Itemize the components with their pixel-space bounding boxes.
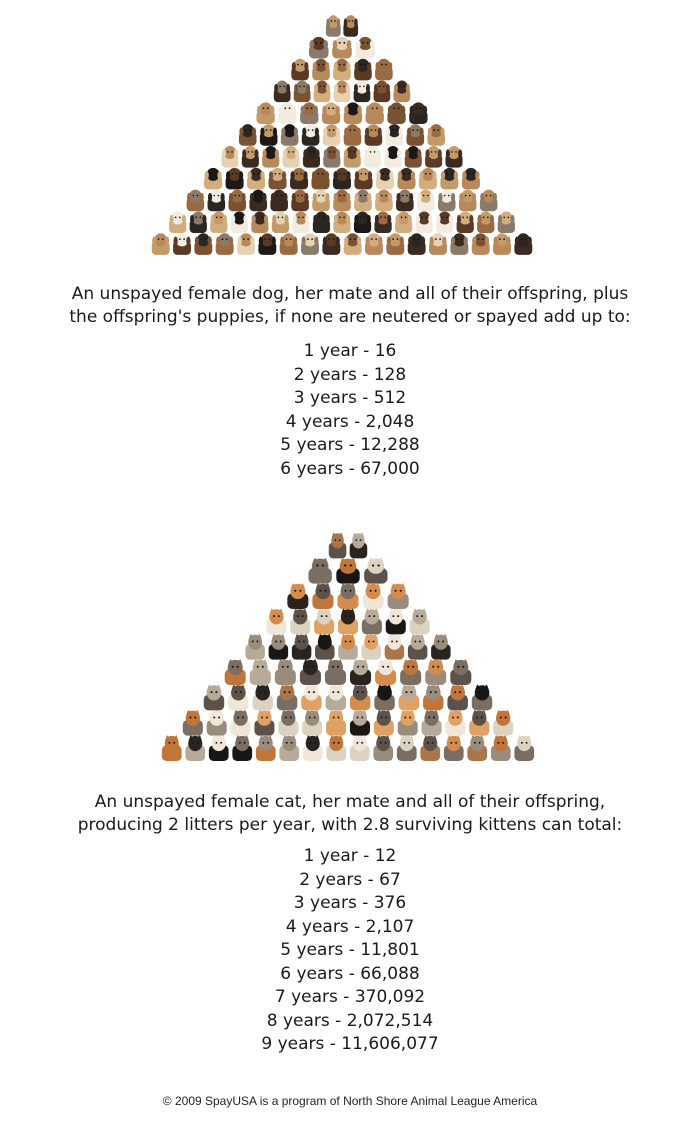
- cat-figure: [256, 735, 276, 761]
- dog-figure: [221, 146, 238, 168]
- dog-figure: [409, 102, 427, 124]
- cat-figure: [302, 710, 322, 736]
- dog-figure: [313, 211, 330, 233]
- cat-figure: [183, 710, 203, 736]
- dog-figure: [374, 211, 391, 233]
- dog-figure: [365, 233, 383, 255]
- dog-figure: [312, 190, 330, 212]
- cat-figure: [232, 735, 252, 761]
- dog-figure: [333, 190, 351, 212]
- dog-figure: [251, 211, 268, 233]
- cat-figure: [375, 659, 396, 685]
- dog-figure: [429, 233, 447, 255]
- dog-figure: [322, 102, 340, 124]
- dog-figure: [344, 102, 362, 124]
- cat-stat-item: 3 years - 376: [293, 893, 407, 913]
- cat-figure: [493, 710, 513, 736]
- dog-figure: [187, 190, 205, 212]
- dog-figure: [405, 146, 422, 168]
- dog-figure: [270, 190, 288, 212]
- dog-figure: [274, 81, 291, 103]
- cat-figure: [336, 558, 359, 584]
- dog-figure: [365, 124, 383, 146]
- dog-figure: [445, 146, 462, 168]
- dog-figure: [332, 37, 352, 59]
- cat-figure: [373, 735, 393, 761]
- dog-figure: [438, 190, 456, 212]
- dog-figure: [283, 146, 300, 168]
- dog-figure: [416, 211, 433, 233]
- cat-figure: [444, 735, 464, 761]
- dog-stat-item: 4 years - 2,048: [285, 411, 415, 432]
- dog-figure: [314, 81, 331, 103]
- dog-figure: [216, 233, 234, 255]
- cat-stat-item: 6 years - 66,088: [280, 963, 420, 984]
- dog-figure: [395, 211, 412, 233]
- dog-figure: [407, 124, 425, 146]
- dog-figure: [408, 233, 426, 255]
- dog-figure: [364, 146, 381, 168]
- cat-figure: [425, 659, 446, 685]
- dog-figure: [290, 168, 308, 190]
- cat-figure: [245, 634, 264, 660]
- cat-figure: [278, 710, 298, 736]
- cat-figure: [325, 659, 346, 685]
- cat-figure: [329, 533, 347, 559]
- cat-figure: [308, 558, 331, 584]
- cat-figure: [315, 634, 334, 660]
- cat-figure: [290, 609, 310, 635]
- cat-figure: [350, 685, 370, 711]
- cat-figure: [269, 634, 288, 660]
- dog-figure: [280, 233, 298, 255]
- cat-population-list: [0, 845, 700, 1057]
- dog-figure: [249, 190, 267, 212]
- cat-figure: [361, 634, 380, 660]
- dog-population-list: [0, 340, 700, 481]
- dog-figure: [498, 211, 515, 233]
- cat-figure: [300, 659, 321, 685]
- cat-figure: [301, 685, 321, 711]
- dog-figure: [303, 146, 320, 168]
- cat-figure: [312, 583, 333, 609]
- dog-caption-line: An unspayed female dog, her mate and all of their offspring, plus: [71, 284, 629, 304]
- cat-figure: [385, 634, 404, 660]
- cat-figure: [420, 735, 440, 761]
- cat-caption: [0, 791, 700, 837]
- cat-figure: [338, 609, 358, 635]
- dog-figure: [427, 124, 445, 146]
- dog-figure: [272, 211, 289, 233]
- dog-figure: [309, 37, 329, 59]
- dog-stat-item: 2 years - 128: [293, 364, 407, 385]
- cat-figure: [254, 710, 274, 736]
- dog-figure: [269, 168, 287, 190]
- cat-figure: [252, 685, 272, 711]
- dog-stat-item: 3 years - 512: [293, 388, 407, 408]
- cat-figure: [350, 735, 370, 761]
- cat-figure: [231, 710, 251, 736]
- cat-figure: [399, 685, 419, 711]
- copyright-footer: © 2009 SpayUSA is a program of North Shore Animal League America: [162, 1094, 538, 1108]
- cat-figure: [292, 634, 311, 660]
- dog-stat-item: 6 years - 67,000: [280, 458, 420, 479]
- dog-figure: [480, 190, 498, 212]
- dog-figure: [493, 233, 511, 255]
- cat-caption-line: An unspayed female cat, her mate and all of their offspring,: [94, 792, 606, 812]
- cat-figure: [225, 659, 246, 685]
- dog-figure: [459, 190, 477, 212]
- dog-figure: [450, 233, 468, 255]
- dog-figure: [386, 124, 404, 146]
- cat-figure: [350, 659, 371, 685]
- dog-figure: [247, 168, 265, 190]
- dog-figure: [344, 233, 362, 255]
- cat-figure: [467, 735, 487, 761]
- cat-figure: [386, 609, 406, 635]
- dog-figure: [301, 233, 319, 255]
- dog-figure: [397, 168, 415, 190]
- dog-figure: [472, 233, 490, 255]
- cat-figure: [337, 583, 358, 609]
- cat-figure: [408, 634, 427, 660]
- cat-stat-item: 9 years - 11,606,077: [261, 1034, 439, 1054]
- dog-figure: [323, 124, 341, 146]
- cat-figure: [303, 735, 323, 761]
- dog-caption-line: the offspring's puppies, if none are neutered or spayed add up to:: [69, 307, 631, 327]
- cat-figure: [397, 735, 417, 761]
- cat-figure: [398, 710, 418, 736]
- dog-stat-item: 5 years - 12,288: [280, 435, 420, 455]
- cat-figure: [326, 710, 346, 736]
- cat-figure: [277, 685, 297, 711]
- cat-figure: [338, 634, 357, 660]
- dog-figure: [262, 146, 279, 168]
- cat-figure: [431, 634, 450, 660]
- dog-figure: [190, 211, 207, 233]
- cat-figure: [185, 735, 205, 761]
- dog-figure: [477, 211, 494, 233]
- cat-figure: [275, 659, 296, 685]
- cat-caption-line: producing 2 litters per year, with 2.8 surviving kittens can total:: [77, 815, 623, 835]
- dog-figure: [204, 168, 222, 190]
- dog-figure: [258, 233, 276, 255]
- dog-figure: [375, 59, 393, 81]
- cat-figure: [364, 558, 387, 584]
- dog-figure: [311, 168, 329, 190]
- dog-figure: [312, 59, 330, 81]
- dog-caption: [0, 283, 700, 329]
- dog-figure: [237, 233, 255, 255]
- cat-figure: [350, 533, 368, 559]
- dog-figure: [242, 146, 259, 168]
- dog-figure: [231, 211, 248, 233]
- cat-figure: [266, 609, 286, 635]
- cat-figure: [314, 609, 334, 635]
- dog-figure: [344, 146, 361, 168]
- cat-figure: [388, 583, 409, 609]
- dog-figure: [355, 37, 375, 59]
- dog-figure: [396, 190, 414, 212]
- dog-figure: [239, 124, 257, 146]
- dog-figure: [366, 102, 384, 124]
- cat-figure: [514, 735, 534, 761]
- dog-figure: [322, 233, 340, 255]
- cat-figure: [445, 710, 465, 736]
- cat-figure: [472, 685, 492, 711]
- dog-figure: [292, 211, 309, 233]
- dog-figure: [436, 211, 453, 233]
- dog-figure: [334, 81, 351, 103]
- dog-figure: [375, 190, 393, 212]
- cat-figure: [209, 735, 229, 761]
- cat-figure: [374, 685, 394, 711]
- cat-stat-item: 1 year - 12: [303, 846, 397, 866]
- dog-figure: [173, 233, 191, 255]
- cat-stat-item: 2 years - 67: [299, 869, 401, 890]
- dog-stat-item: 1 year - 16: [303, 341, 397, 361]
- dog-figure: [326, 15, 341, 37]
- dog-figure: [210, 211, 227, 233]
- dog-figure: [226, 168, 244, 190]
- dog-figure: [333, 168, 351, 190]
- dog-figure: [514, 233, 532, 255]
- dog-pyramid-photo: [0, 8, 700, 260]
- dog-figure: [333, 211, 350, 233]
- cat-figure: [204, 685, 224, 711]
- cat-figure: [363, 583, 384, 609]
- cat-stat-item: 8 years - 2,072,514: [266, 1010, 434, 1031]
- dog-figure: [419, 168, 437, 190]
- dog-figure: [354, 190, 372, 212]
- dog-figure: [323, 146, 340, 168]
- cat-figure: [326, 735, 346, 761]
- dog-figure: [260, 124, 278, 146]
- dog-figure: [208, 190, 226, 212]
- dog-figure: [169, 211, 186, 233]
- dog-figure: [354, 168, 372, 190]
- cat-figure: [450, 659, 471, 685]
- dog-figure: [457, 211, 474, 233]
- cat-figure: [423, 685, 443, 711]
- dog-figure: [354, 211, 371, 233]
- dog-figure: [384, 146, 401, 168]
- dog-figure: [291, 59, 309, 81]
- dog-figure: [386, 233, 404, 255]
- dog-figure: [343, 15, 358, 37]
- dog-figure: [300, 102, 318, 124]
- cat-figure: [400, 659, 421, 685]
- cat-figure: [410, 609, 430, 635]
- dog-figure: [387, 102, 405, 124]
- dog-figure: [333, 59, 351, 81]
- cat-figure: [491, 735, 511, 761]
- dog-figure: [354, 59, 372, 81]
- cat-figure: [326, 685, 346, 711]
- cat-figure: [374, 710, 394, 736]
- dog-figure: [281, 124, 299, 146]
- dog-figure: [256, 102, 274, 124]
- cat-figure: [207, 710, 227, 736]
- dog-figure: [425, 146, 442, 168]
- dog-figure: [393, 81, 410, 103]
- dog-figure: [228, 190, 246, 212]
- cat-figure: [279, 735, 299, 761]
- dog-figure: [374, 81, 391, 103]
- dog-figure: [194, 233, 212, 255]
- cat-figure: [287, 583, 308, 609]
- dog-figure: [302, 124, 320, 146]
- cat-figure: [469, 710, 489, 736]
- dog-figure: [462, 168, 480, 190]
- cat-figure: [350, 710, 370, 736]
- cat-figure: [422, 710, 442, 736]
- dog-figure: [440, 168, 458, 190]
- dog-figure: [344, 124, 362, 146]
- dog-figure: [278, 102, 296, 124]
- cat-pyramid-photo: [0, 528, 700, 766]
- cat-figure: [447, 685, 467, 711]
- cat-stat-item: 7 years - 370,092: [274, 987, 426, 1007]
- cat-figure: [250, 659, 271, 685]
- dog-figure: [376, 168, 394, 190]
- cat-stat-item: 5 years - 11,801: [280, 940, 420, 960]
- dog-figure: [291, 190, 309, 212]
- dog-figure: [354, 81, 371, 103]
- cat-figure: [162, 735, 182, 761]
- dog-figure: [152, 233, 170, 255]
- dog-figure: [417, 190, 435, 212]
- dog-figure: [294, 81, 311, 103]
- cat-figure: [228, 685, 248, 711]
- cat-figure: [362, 609, 382, 635]
- cat-stat-item: 4 years - 2,107: [285, 916, 415, 937]
